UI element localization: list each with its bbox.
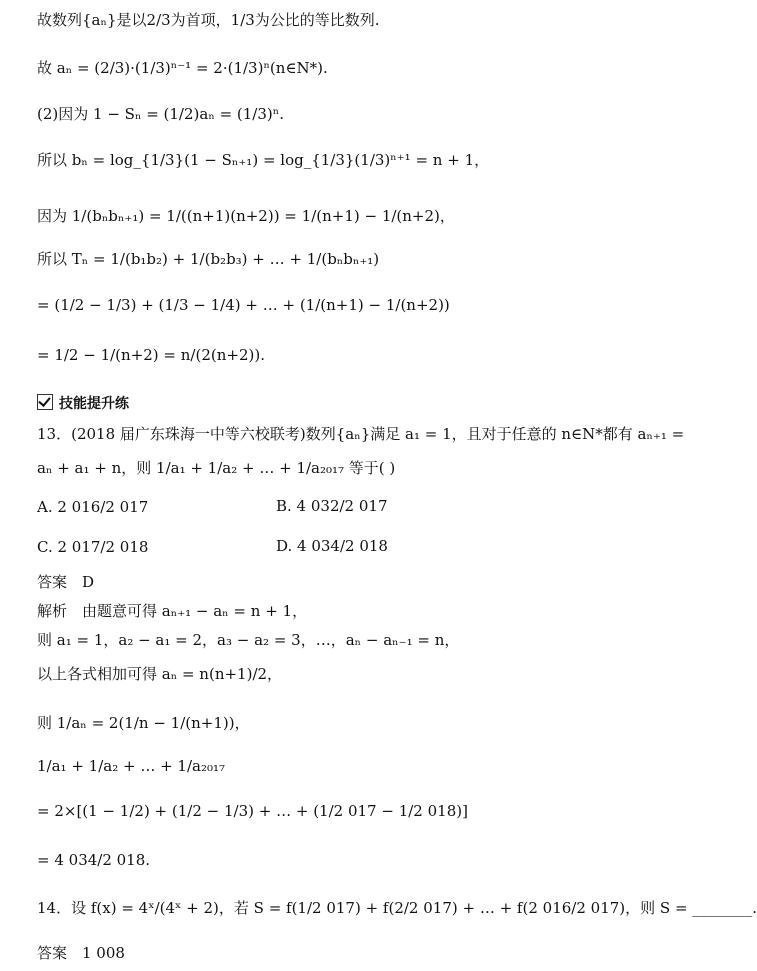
answer-13: 答案 D	[37, 573, 95, 591]
text-line: 所以 bₙ = log_{1/3}(1 − Sₙ₊₁) = log_{1/3}(1/3)ⁿ⁺¹ = n + 1，	[37, 151, 490, 169]
section-heading	[37, 394, 129, 414]
section-title: 技能提升练	[59, 396, 129, 412]
text-line: 因为 1/(bₙbₙ₊₁) = 1/((n+1)(n+2)) = 1/(n+1) − 1/(n+2)，	[37, 207, 455, 225]
answer-14: 答案 1 008	[37, 944, 125, 962]
option-c: C. 2 017/2 018	[37, 538, 149, 556]
question-13: 13．(2018 届广东珠海一中等六校联考)数列{aₙ}满足 a₁ = 1，且对于任意的 n∈N*都有 aₙ₊₁ =	[37, 425, 685, 443]
analysis-line: 以上各式相加可得 aₙ = n(n+1)/2，	[37, 665, 283, 683]
analysis-line: = 2×[(1 − 1/2) + (1/2 − 1/3) + … + (1/2 017 − 1/2 018)]	[37, 802, 468, 820]
text-line: 故 aₙ = (2/3)·(1/3)ⁿ⁻¹ = 2·(1/3)ⁿ(n∈N*).	[37, 59, 328, 77]
option-b: B. 4 032/2 017	[276, 497, 388, 515]
check-icon	[37, 394, 53, 410]
text-line: = 1/2 − 1/(n+2) = n/(2(n+2)).	[37, 346, 265, 364]
analysis-line: 1/a₁ + 1/a₂ + … + 1/a₂₀₁₇	[37, 757, 226, 775]
question-13-continued: aₙ + a₁ + n，则 1/a₁ + 1/a₂ + … + 1/a₂₀₁₇ 等于( )	[37, 459, 396, 477]
text-line: = (1/2 − 1/3) + (1/3 − 1/4) + … + (1/(n+1) − 1/(n+2))	[37, 296, 450, 314]
text-line: (2)因为 1 − Sₙ = (1/2)aₙ = (1/3)ⁿ.	[37, 105, 285, 123]
option-d: D. 4 034/2 018	[276, 537, 388, 555]
analysis-line: 解析 由题意可得 aₙ₊₁ − aₙ = n + 1，	[37, 602, 308, 620]
analysis-line: = 4 034/2 018.	[37, 851, 151, 869]
text-line: 所以 Tₙ = 1/(b₁b₂) + 1/(b₂b₃) + … + 1/(bₙbₙ₊₁)	[37, 250, 380, 268]
text-line: 故数列{aₙ}是以2/3为首项，1/3为公比的等比数列.	[37, 11, 380, 29]
analysis-line: 则 a₁ = 1，a₂ − a₁ = 2，a₃ − a₂ = 3，…，aₙ − aₙ₋₁ = n，	[37, 631, 460, 649]
option-a: A. 2 016/2 017	[37, 498, 149, 516]
question-14: 14．设 f(x) = 4ˣ/(4ˣ + 2)，若 S = f(1/2 017) + f(2/2 017) + … + f(2 016/2 017)，则 S = ________.	[37, 899, 757, 917]
analysis-line: 则 1/aₙ = 2(1/n − 1/(n+1))，	[37, 714, 250, 732]
